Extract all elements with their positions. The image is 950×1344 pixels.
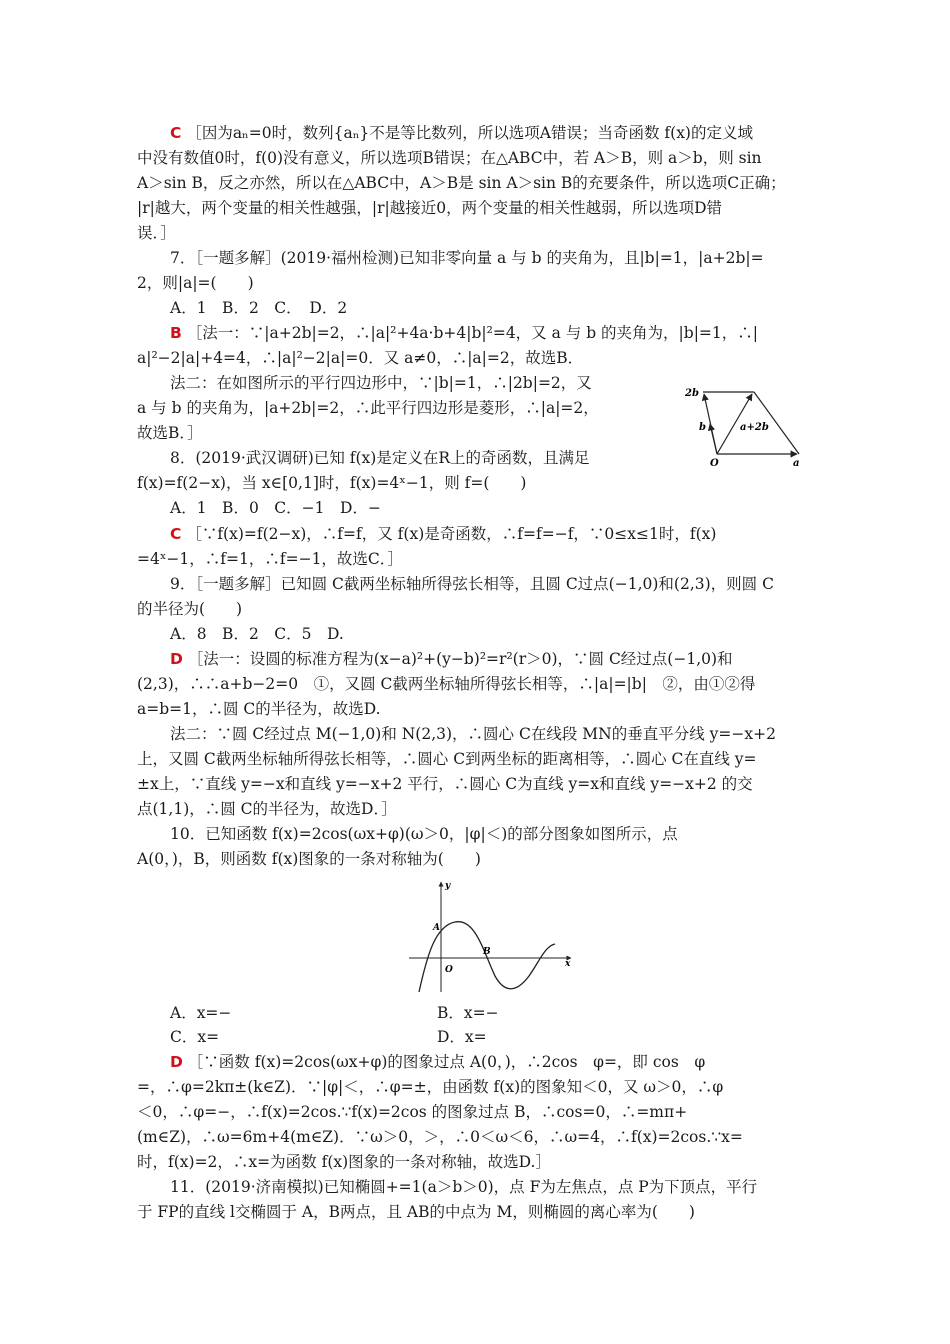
question-10-option-b: B．x=− <box>437 1004 499 1022</box>
label-a2b: a+2b <box>740 422 769 433</box>
label-x: x <box>565 959 571 969</box>
answer-9-line-1: D ［法一：设圆的标准方程为(x−a)²+(y−b)²=r²(r＞0)，∵圆 C经过点(−1,0)和 <box>170 650 733 668</box>
question-10-option-d: D．x= <box>437 1028 487 1046</box>
question-8-stem: 8．(2019·武汉调研)已知 f(x)是定义在R上的奇函数，且满足 <box>170 449 590 467</box>
label-B: B <box>483 947 491 957</box>
label-o: O <box>445 965 453 975</box>
question-8-stem-2: f(x)=f(2−x)，当 x∈[0,1]时，f(x)=4ˣ−1，则 f=( ) <box>137 474 527 492</box>
answer-6-line-5: 误．］ <box>137 224 176 242</box>
question-10-option-c: C．x= <box>170 1028 220 1046</box>
answer-6-line-4: |r|越大，两个变量的相关性越强，|r|越接近0，两个变量的相关性越弱，所以选项D错 <box>137 199 722 217</box>
question-10-option-a: A．x=− <box>170 1004 232 1022</box>
question-7-options: A．1 B．2 C． D．2 <box>170 299 348 317</box>
answer-10-line-2: =，∴φ=2kπ±(k∈Z)．∵|φ|＜，∴φ=±，由函数 f(x)的图象知＜0，又 ω＞0，∴φ <box>137 1078 724 1096</box>
question-10-stem-2: A(0，)，B，则函数 f(x)图象的一条对称轴为( ) <box>137 850 481 868</box>
answer-7-line-5: 故选B．］ <box>137 424 203 442</box>
label-2b: 2b <box>685 388 699 399</box>
question-11-stem-2: 于 FP的直线 l交椭圆于 A，B两点，且 AB的中点为 M，则椭圆的离心率为( ) <box>137 1203 695 1221</box>
rhombus-figure <box>655 378 815 470</box>
question-10-stem: 10．已知函数 f(x)=2cos(ωx+φ)(ω＞0，|φ|＜)的部分图象如图所示，点 <box>170 825 678 843</box>
label-a: a <box>793 458 800 469</box>
label-o: O <box>710 458 719 469</box>
answer-letter: D <box>170 1053 183 1071</box>
vector-b <box>710 424 717 454</box>
answer-7-line-2: a|²−2|a|+4=4，∴|a|²−2|a|=0．又 a≠0，∴|a|=2，故选B． <box>137 349 584 367</box>
answer-letter: B <box>170 324 182 342</box>
label-b: b <box>699 422 706 433</box>
answer-9-line-2: (2,3)，∴∴a+b−2=0 ①，又圆 C截两坐标轴所得弦长相等，∴|a|=|b| ②，由①②得 <box>137 675 756 693</box>
label-A: A <box>433 923 440 933</box>
answer-7-line-1: B ［法一：∵|a+2b|=2，∴|a|²+4a·b+4|b|²=4，又 a 与 b 的夹角为，|b|=1，∴| <box>170 324 758 342</box>
answer-9-line-4: 法二：∵圆 C经过点 M(−1,0)和 N(2,3)，∴圆心 C在线段 MN的垂直平分线 y=−x+2 <box>170 725 776 743</box>
question-11-stem: 11．(2019·济南模拟)已知椭圆+=1(a＞b＞0)，点 F为左焦点，点 P为下顶点，平行 <box>170 1178 758 1196</box>
answer-8-line-2: =4ˣ−1，∴f=1，∴f=−1，故选C．］ <box>137 550 404 568</box>
answer-9-line-7: 点(1,1)，∴圆 C的半径为，故选D．］ <box>137 800 397 818</box>
answer-10-line-1: D ［∵函数 f(x)=2cos(ωx+φ)的图象过点 A(0，)，∴2cos φ=，即 cos φ <box>170 1053 706 1071</box>
answer-6-line-1: C ［因为aₙ=0时，数列{aₙ}不是等比数列，所以选项A错误；当奇函数 f(x)的定义域 <box>170 124 753 142</box>
answer-8-line-1: C ［∵f(x)=f(2−x)，∴f=f，又 f(x)是奇函数，∴f=f=−f，∵0≤x≤1时，f(x) <box>170 525 717 543</box>
answer-10-line-4: (m∈Z)，∴ω=6m+4(m∈Z)．∵ω＞0，＞，∴0＜ω＜6，∴ω=4，∴f(x)=2cos.∵x= <box>137 1128 743 1146</box>
answer-10-line-3: ＜0，∴φ=−，∴f(x)=2cos.∵f(x)=2cos 的图象过点 B，∴cos=0，∴=mπ+ <box>137 1103 688 1121</box>
question-9-stem-2: 的半径为( ) <box>137 600 243 618</box>
answer-9-line-5: 上，又圆 C截两坐标轴所得弦长相等，∴圆心 C到两坐标的距离相等，∴圆心 C在直线 y= <box>137 750 757 768</box>
question-9-options: A．8 B．2 C．5 D. <box>170 625 344 643</box>
answer-letter: D <box>170 650 183 668</box>
question-8-options: A．1 B．0 C．−1 D．− <box>170 499 381 517</box>
answer-6-line-3: A＞sin B，反之亦然，所以在△ABC中，A＞B是 sin A＞sin B的充要条件，所以选项C正确； <box>137 174 786 192</box>
question-9-stem: 9．［一题多解］已知圆 C截两坐标轴所得弦长相等，且圆 C过点(−1,0)和(2,3)，则圆 C <box>170 575 774 593</box>
answer-9-line-6: ±x上，∵直线 y=−x和直线 y=−x+2 平行，∴圆心 C为直线 y=x和直线 y=−x+2 的交 <box>137 775 753 793</box>
answer-9-line-3: a=b=1，∴圆 C的半径为，故选D. <box>137 700 381 718</box>
answer-6-line-2: 中没有数值0时，f(0)没有意义，所以选项B错误；在△ABC中，若 A＞B，则 a＞b，则 sin <box>137 149 762 167</box>
answer-10-line-5: 时，f(x)=2，∴x=为函数 f(x)图象的一条对称轴，故选D.］ <box>137 1153 551 1171</box>
question-7-stem: 7．［一题多解］(2019·福州检测)已知非零向量 a 与 b 的夹角为，且|b|=1，|a+2b|= <box>170 249 764 267</box>
answer-letter: C <box>170 525 182 543</box>
label-y: y <box>445 881 451 891</box>
answer-letter: C <box>170 124 182 142</box>
cosine-graph-figure <box>405 876 575 994</box>
answer-7-line-4: a 与 b 的夹角为，|a+2b|=2，∴此平行四边形是菱形，∴|a|=2， <box>137 399 599 417</box>
question-7-stem-2: 2，则|a|=( ) <box>137 274 254 292</box>
answer-7-line-3: 法二：在如图所示的平行四边形中，∵|b|=1，∴|2b|=2，又 <box>170 374 592 392</box>
